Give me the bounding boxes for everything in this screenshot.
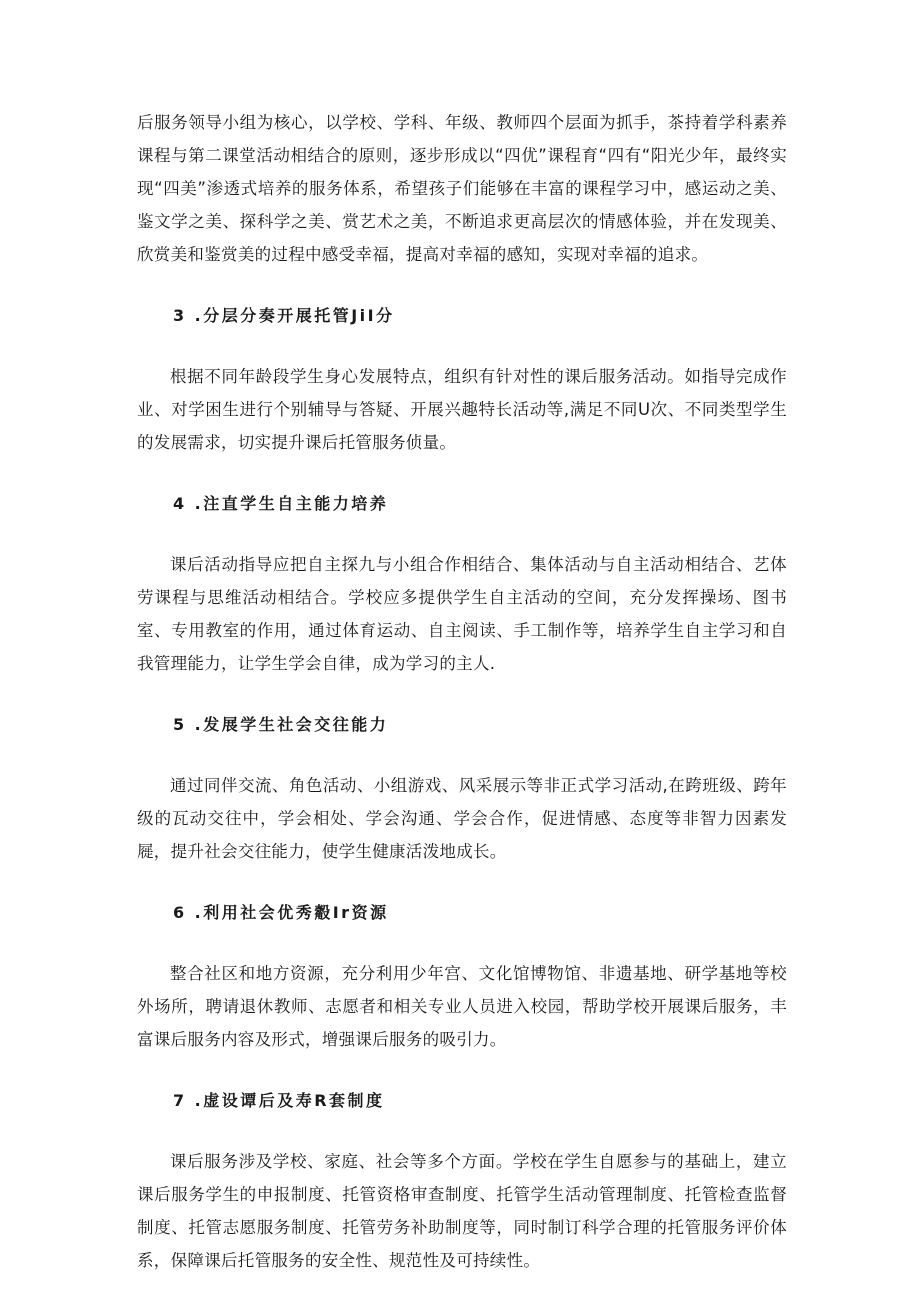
intro-paragraph: 后服务领导小组为核心，以学校、学科、年级、教师四个层面为抓手，茶持着学科素养课程与第二课堂活动相结合的原则，逐步形成以“四优”课程育“四有“阳光少年，最终实现“四美”渗透式培养的服务体系，希望孩子们能够在丰富的课程学习中，感运动之美、鉴文学之美、探科学之美、赏艺术之美，不断追求更高层次的情感体验，并在发现美、欣赏美和鉴赏美的过程中感受幸福，提高对幸福的感知，实现对幸福的追求。 [137, 113, 787, 264]
section-body-4: 课后活动指导应把自主探九与小组合作相结合、集体活动与自主活动相结合、艺体劳课程与思维活动相结合。学校应多提供学生自主活动的空间，充分发挥操场、图书室、专用教室的作用，通过体育运动、自主阅读、手工制作等，培养学生自主学习和自我管理能力，让学生学会自律，成为学习的主人. [137, 555, 787, 673]
section-title: .利用社会优秀觳Ir资源 [194, 903, 389, 922]
document-body [137, 106, 787, 1277]
section-body-3: 根据不同年龄段学生身心发展特点，组织有针对性的课后服务活动。如指导完成作业、对学困生进行个别辅导与答疑、开展兴趣特长活动等,满足不同U次、不同类型学生的发展需求，切实提升课后托管服务侦量。 [137, 367, 787, 452]
section-heading-6 [137, 896, 787, 929]
section-body-6: 整合社区和地方资源，充分利用少年宫、文化馆博物馆、非遗基地、研学基地等校外场所，聘请退休教师、志愿者和相关专业人员进入校园，帮助学校开展课后服务，丰富课后服务内容及形式，增强课后服务的吸引力。 [137, 964, 787, 1049]
section-number: 6 [173, 903, 187, 922]
section-body-5: 通过同伴交流、角色活动、小组游戏、风采展示等非正式学习活动,在跨班级、跨年级的瓦动交往中，学会相处、学会沟通、学会合作，促进情感、态度等非智力因素发屣，提升社会交往能力，使学生健康活泼地成长。 [137, 776, 787, 861]
section-title: .虚设谭后及寿R套制度 [194, 1091, 385, 1110]
section-heading-3 [137, 299, 787, 332]
section-heading-7 [137, 1084, 787, 1117]
section-title: .分层分奏开展托管JiI分 [194, 306, 395, 325]
section-body-7: 课后服务涉及学校、家庭、社会等多个方面。学校在学生自愿参与的基础上，建立课后服务学生的申报制度、托管资格审查制度、托管学生活动管理制度、托管检查监督制度、托管志愿服务制度、托管劳务补助制度等，同时制订科学合理的托管服务评价体系，保障课后托管服务的安全性、规范性及可持续性。 [137, 1152, 787, 1270]
section-title: .发展学生社会交往能力 [194, 715, 389, 734]
section-number: 7 [173, 1091, 187, 1110]
section-number: 5 [173, 715, 187, 734]
section-number: 3 [173, 306, 187, 325]
section-heading-5 [137, 708, 787, 741]
section-number: 4 [173, 494, 187, 513]
section-heading-4 [137, 487, 787, 520]
section-title: .注直学生自主能力培养 [194, 494, 389, 513]
